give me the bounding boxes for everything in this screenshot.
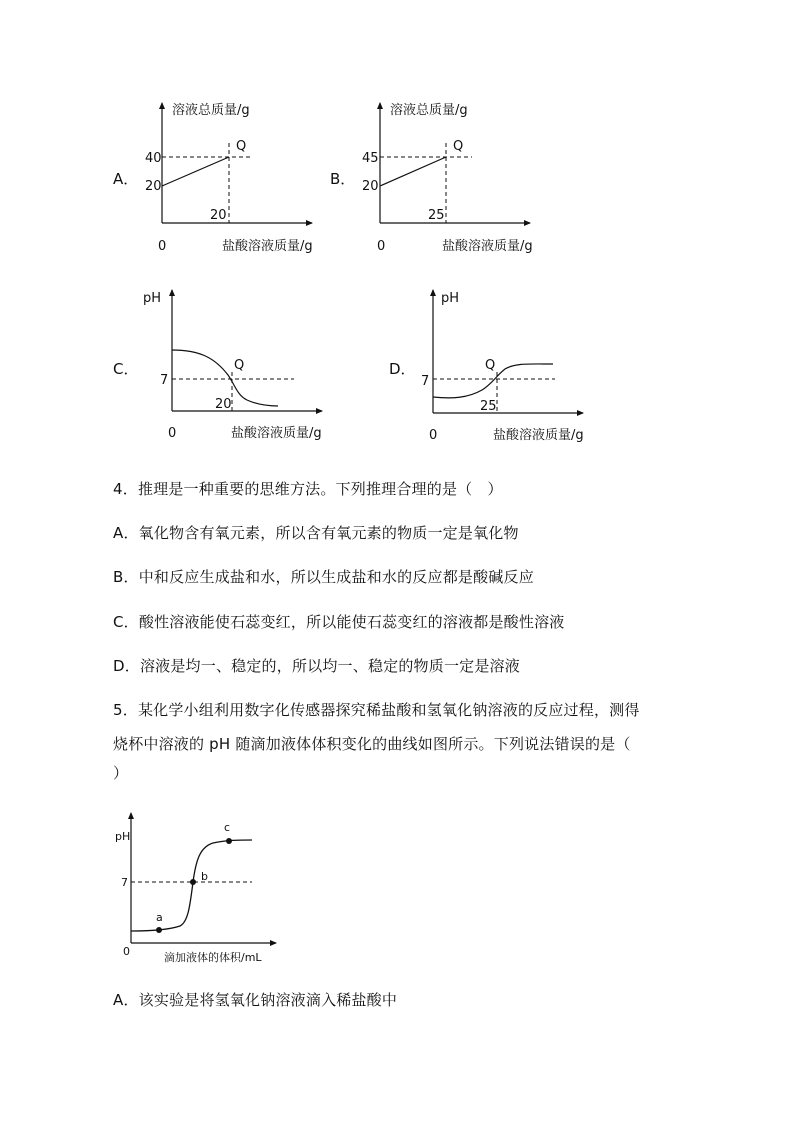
graph-d-x-tick: 25: [480, 399, 497, 414]
q5-curve: [131, 840, 252, 931]
q5-y-tick-7: 7: [121, 876, 128, 889]
graph-b-y-tick-45: 45: [362, 151, 379, 166]
q5-figure: [115, 813, 276, 964]
graph-a-x-label: 盐酸溶液质量/g: [222, 239, 313, 254]
graph-d-x-label: 盐酸溶液质量/g: [493, 428, 584, 443]
q5-stem-line-2: 烧杯中溶液的 pH 随滴加液体体积变化的曲线如图所示。下列说法错误的是（: [113, 735, 631, 753]
graph-a-letter: A．: [113, 170, 139, 188]
graph-d-y-tick-7: 7: [421, 374, 430, 389]
graph-d: [389, 290, 584, 443]
q5-point-a-marker: [156, 927, 162, 933]
q4-option-b: B．中和反应生成盐和水，所以生成盐和水的反应都是酸碱反应: [113, 568, 534, 586]
q5-stem-line-1: 5．某化学小组利用数字化传感器探究稀盐酸和氢氧化钠溶液的反应过程，测得: [113, 701, 640, 719]
graph-c-origin: 0: [168, 426, 177, 441]
graph-c-x-tick: 20: [215, 397, 232, 412]
q5-point-b-label: b: [201, 870, 208, 883]
graph-b-y-tick-20: 20: [362, 179, 379, 194]
graph-a-x-tick: 20: [210, 208, 227, 223]
graph-c-x-label: 盐酸溶液质量/g: [231, 426, 322, 441]
graph-d-origin: 0: [429, 428, 438, 443]
q5-stem-line-3: ）: [113, 764, 129, 782]
q5-x-label: 滴加液体的体积/mL: [164, 951, 262, 964]
graph-c-y-tick-7: 7: [160, 373, 169, 388]
q4-option-a: A．氧化物含有氧元素，所以含有氧元素的物质一定是氧化物: [113, 524, 519, 542]
graph-d-y-label: pH: [441, 291, 460, 306]
graph-b: [330, 102, 533, 254]
graph-d-letter: D．: [389, 360, 416, 378]
graph-b-origin: 0: [377, 239, 386, 254]
graph-a-point-q: Q: [236, 139, 247, 154]
q5-y-label: pH: [115, 830, 131, 843]
q5-point-b-marker: [190, 879, 196, 885]
q5-option-a: A．该实验是将氢氧化钠溶液滴入稀盐酸中: [113, 991, 398, 1009]
graph-a-y-tick-40: 40: [145, 151, 162, 166]
graph-a-origin: 0: [158, 239, 167, 254]
q5-origin: 0: [123, 945, 130, 958]
graph-b-x-tick: 25: [428, 208, 445, 223]
graph-c-y-label: pH: [143, 291, 162, 306]
q5-point-c-label: c: [224, 821, 231, 834]
graph-a-line: [162, 157, 229, 186]
graph-c: [113, 290, 322, 441]
graph-c-letter: C．: [113, 360, 139, 378]
q5-point-a-label: a: [156, 911, 163, 924]
graph-b-point-q: Q: [453, 139, 464, 154]
graph-b-x-label: 盐酸溶液质量/g: [442, 239, 533, 254]
graph-a-y-tick-20: 20: [145, 179, 162, 194]
q4-option-d: D．溶液是均一、稳定的，所以均一、稳定的物质一定是溶液: [113, 657, 520, 675]
graph-a-y-label: 溶液总质量/g: [172, 103, 250, 118]
q5-point-c-marker: [226, 838, 232, 844]
q4-option-c: C．酸性溶液能使石蕊变红，所以能使石蕊变红的溶液都是酸性溶液: [113, 613, 565, 631]
graph-a: [113, 102, 313, 254]
graph-b-y-label: 溶液总质量/g: [390, 103, 468, 118]
graph-c-point-q: Q: [234, 358, 245, 373]
graph-d-point-q: Q: [485, 358, 496, 373]
q4-stem: 4．推理是一种重要的思维方法。下列推理合理的是（ ）: [113, 480, 503, 498]
graph-b-line: [380, 157, 446, 186]
graph-b-letter: B．: [330, 170, 356, 188]
